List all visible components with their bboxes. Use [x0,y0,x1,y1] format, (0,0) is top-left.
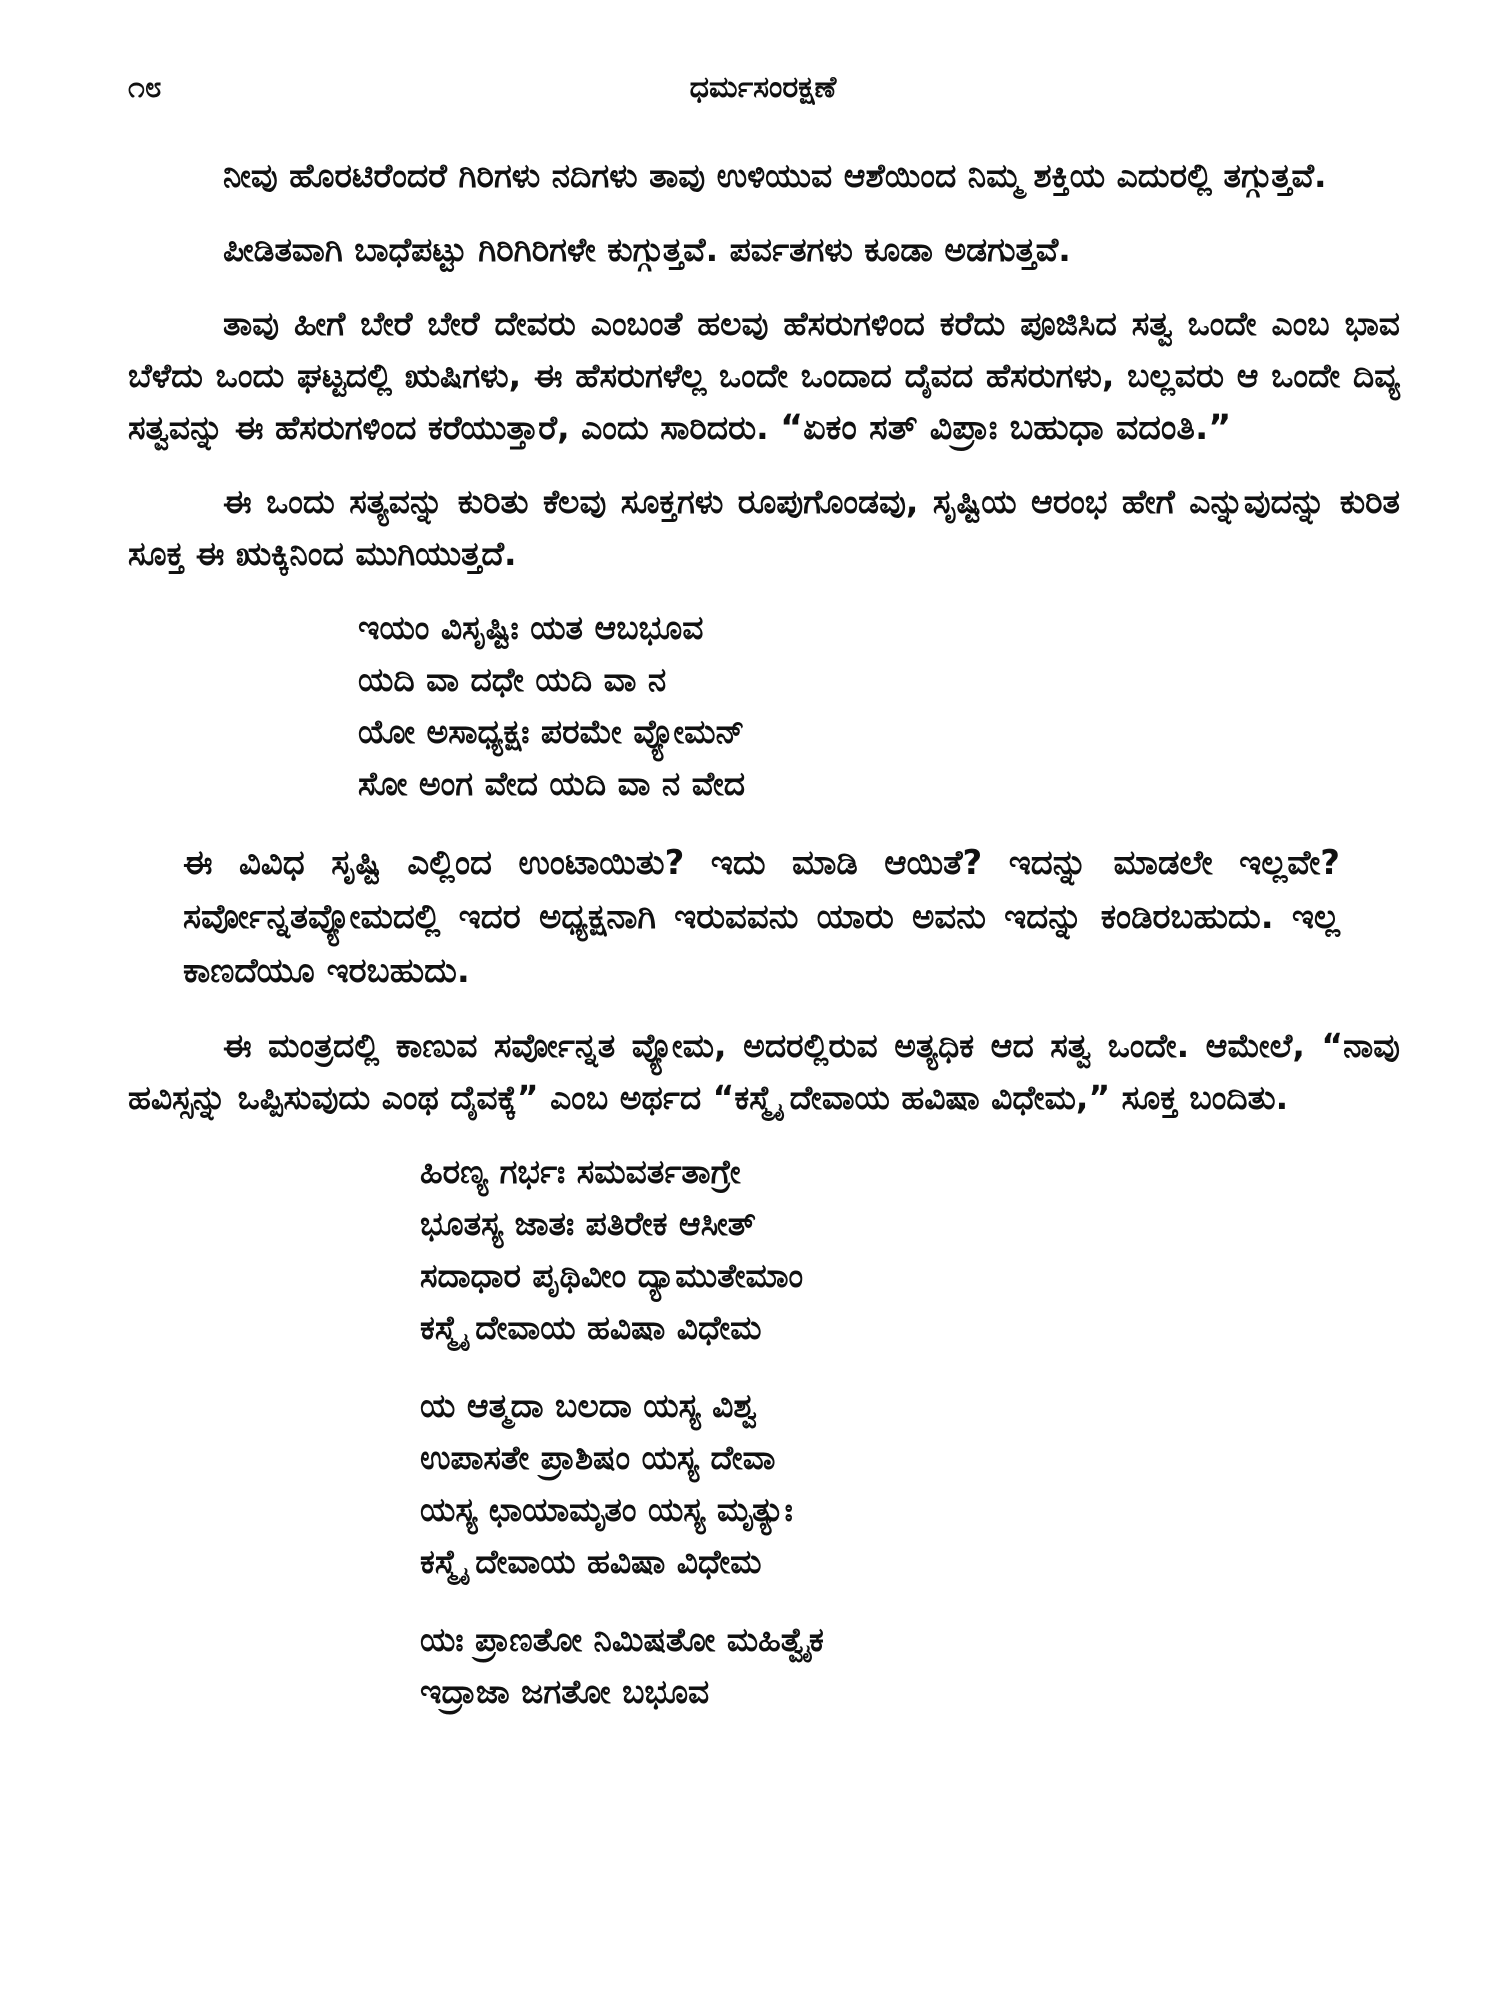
verse-block-1 [128,602,1400,810]
verse-line: ಸೋ ಅಂಗ ವೇದ ಯದಿ ವಾ ನ ವೇದ [358,764,746,803]
page-header [128,70,1398,120]
verse-line: ಯೋ ಅಸಾಧ್ಯಕ್ಷಃ ಪರಮೇ ವ್ಯೋಮನ್ [358,712,745,751]
page-number: ೧೮ [128,70,162,105]
paragraph-6: ಈ ಮಂತ್ರದಲ್ಲಿ ಕಾಣುವ ಸರ್ವೋನ್ನತ ವ್ಯೋಮ, ಅದರಲ್ಲಿರುವ ಅತ್ಯಧಿಕ ಆದ ಸತ್ವ ಒಂದೇ. ಆಮೇಲೆ, “ನಾವು ಹವಿಸ್ಸನ್ನು ಒಪ್ಪಿಸುವುದು ಎಂಥ ದೈವಕ್ಕೆ” ಎಂಬ ಅರ್ಥದ “ಕಸ್ಮೈ ದೇವಾಯ ಹವಿಷಾ ವಿಧೇಮ,” ಸೂಕ್ತ ಬಂದಿತು. [128,1026,1400,1117]
verse-line: ಯದಿ ವಾ ದಧೇ ಯದಿ ವಾ ನ [358,660,667,699]
verse-line: ಹಿರಣ್ಯ ಗರ್ಭಃ ಸಮವರ್ತತಾಗ್ರೇ [420,1152,741,1191]
sanskrit-quote: “ಏಕಂ ಸತ್ ವಿಪ್ರಾಃ ಬಹುಧಾ ವದಂತಿ.” [780,408,1232,448]
verse-line: ಯಃ ಪ್ರಾಣತೋ ನಿಮಿಷತೋ ಮಹಿತ್ವೈಕ [420,1620,824,1659]
paragraph-3 [128,298,1400,454]
body-text [128,150,1400,1744]
verse-line: ಇಯಂ ವಿಸೃಷ್ಟಿಃ ಯತ ಆಬಭೂವ [358,608,704,647]
verse-block-4 [128,1614,1400,1718]
verse-translation: ಈ ವಿವಿಧ ಸೃಷ್ಟಿ ಎಲ್ಲಿಂದ ಉಂಟಾಯಿತು? ಇದು ಮಾಡಿ ಆಯಿತೆ? ಇದನ್ನು ಮಾಡಲೇ ಇಲ್ಲವೇ? ಸರ್ವೋನ್ನತವ್ಯೋಮದಲ್ಲಿ ಇದರ ಅಧ್ಯಕ್ಷನಾಗಿ ಇರುವವನು ಯಾರು ಅವನು ಇದನ್ನು ಕಂಡಿರಬಹುದು. ಇಲ್ಲ ಕಾಣದೆಯೂ ಇರಬಹುದು. [183,843,1340,991]
verse-line: ಕಸ್ಮೈ ದೇವಾಯ ಹವಿಷಾ ವಿಧೇಮ [420,1542,762,1581]
running-title: ಧರ್ಮಸಂರಕ್ಷಣೆ [689,70,837,105]
verse-line: ಭೂತಸ್ಯ ಜಾತಃ ಪತಿರೇಕ ಆಸೀತ್ [420,1204,756,1243]
paragraph-2: ಪೀಡಿತವಾಗಿ ಬಾಧೆಪಟ್ಟು ಗಿರಿಗಿರಿಗಳೇ ಕುಗ್ಗುತ್ತವೆ. ಪರ್ವತಗಳು ಕೂಡಾ ಅಡಗುತ್ತವೆ. [223,230,1071,269]
paragraph-1: ನೀವು ಹೊರಟಿರೆಂದರೆ ಗಿರಿಗಳು ನದಿಗಳು ತಾವು ಉಳಿಯುವ ಆಶೆಯಿಂದ ನಿಮ್ಮ ಶಕ್ತಿಯ ಎದುರಲ್ಲಿ ತಗ್ಗುತ್ತವೆ. [223,156,1327,195]
verse-line: ಇದ್ರಾಜಾ ಜಗತೋ ಬಭೂವ [420,1672,710,1711]
paragraph-3-text: ತಾವು ಹೀಗೆ ಬೇರೆ ಬೇರೆ ದೇವರು ಎಂಬಂತೆ ಹಲವು ಹೆಸರುಗಳಿಂದ ಕರೆದು ಪೂಜಿಸಿದ ಸತ್ವ ಒಂದೇ ಎಂಬ ಭಾವ ಬೆಳೆದು ಒಂದು ಘಟ್ಟದಲ್ಲಿ ಋಷಿಗಳು, ಈ ಹೆಸರುಗಳೆಲ್ಲ ಒಂದೇ ಒಂದಾದ ದೈವದ ಹೆಸರುಗಳು, ಬಲ್ಲವರು ಆ ಒಂದೇ ದಿವ್ಯ ಸತ್ವವನ್ನು ಈ ಹೆಸರುಗಳಿಂದ ಕರೆಯುತ್ತಾರೆ, ಎಂದು ಸಾರಿದರು. [128,304,1400,447]
verse-line: ಯ ಆತ್ಮದಾ ಬಲದಾ ಯಸ್ಯ ವಿಶ್ವ [420,1386,758,1425]
verse-line: ಯಸ್ಯ ಛಾಯಾಮೃತಂ ಯಸ್ಯ ಮೃತ್ಯುಃ [420,1490,793,1529]
verse-line: ಸದಾಧಾರ ಪೃಥಿವೀಂ ದ್ಯಾಮುತೇಮಾಂ [420,1256,804,1295]
verse-line: ಉಪಾಸತೇ ಪ್ರಾಶಿಷಂ ಯಸ್ಯ ದೇವಾ [420,1438,776,1477]
verse-line: ಕಸ್ಮೈ ದೇವಾಯ ಹವಿಷಾ ವಿಧೇಮ [420,1308,762,1347]
verse-block-3 [128,1380,1400,1588]
paragraph-4: ಈ ಒಂದು ಸತ್ಯವನ್ನು ಕುರಿತು ಕೆಲವು ಸೂಕ್ತಗಳು ರೂಪುಗೊಂಡವು, ಸೃಷ್ಟಿಯ ಆರಂಭ ಹೇಗೆ ಎನ್ನುವುದನ್ನು ಕುರಿತ ಸೂಕ್ತ ಈ ಋಕ್ಕಿನಿಂದ ಮುಗಿಯುತ್ತದೆ. [128,482,1400,573]
verse-block-2 [128,1146,1400,1354]
